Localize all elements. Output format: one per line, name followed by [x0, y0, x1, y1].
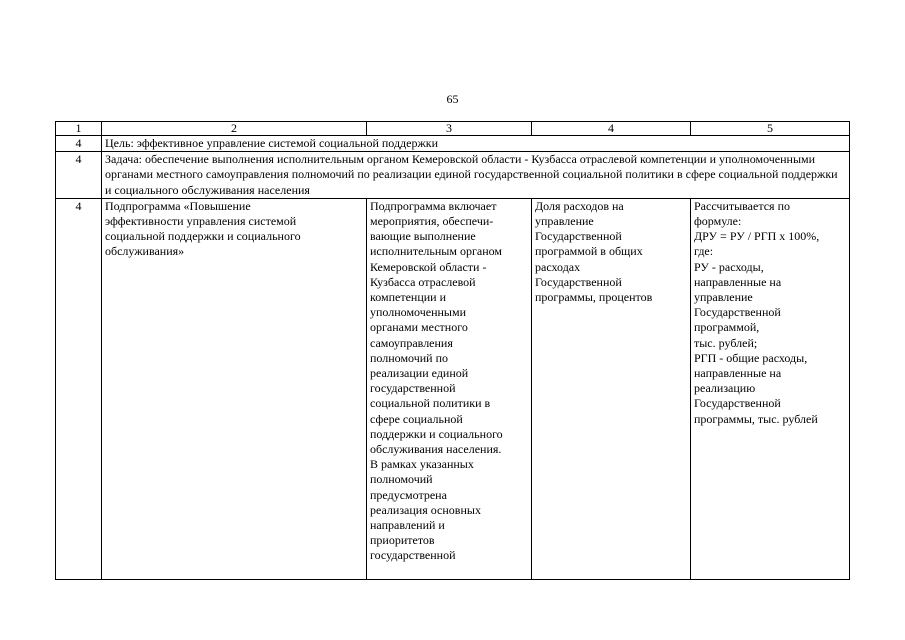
- goal-text: Цель: эффективное управление системой социальной поддержки: [102, 136, 850, 152]
- column-number-1: 1: [56, 122, 102, 136]
- column-number-5: 5: [691, 122, 850, 136]
- subprogram-row-number: 4: [56, 198, 102, 579]
- task-text: Задача: обеспечение выполнения исполнительным органом Кемеровской области - Кузбасса отраслевой компетенции и уполномоченными органами местного самоуправления полномочий по реализации единой государственной социальной политики в сфере социальной поддержки и социального обслуживания населения: [102, 152, 850, 199]
- goal-row: [56, 136, 850, 152]
- indicators-table: [55, 121, 850, 580]
- table-header-row: [56, 122, 850, 136]
- goal-row-number: 4: [56, 136, 102, 152]
- column-number-2: 2: [102, 122, 367, 136]
- page-number: 65: [446, 92, 459, 106]
- subprogram-row: [56, 198, 850, 579]
- task-row: [56, 152, 850, 199]
- subprogram-name: Подпрограмма «Повышение эффективности управления системой социальной поддержки и социального обслуживания»: [102, 198, 367, 579]
- subprogram-description: Подпрограмма включает мероприятия, обеспечи- вающие выполнение исполнительным органом Кемеровской области - Кузбасса отраслевой компетенции и уполномоченными органами местного самоуправления полномочий по реализации единой государственной социальной политики в сфере социальной поддержки и социального обслуживания населения. В рамках указанных полномочий предусмотрена реализация основных направлений и приоритетов государственной: [367, 198, 532, 579]
- column-number-4: 4: [532, 122, 691, 136]
- calculation-method: Рассчитывается по формуле: ДРУ = РУ / РГП х 100%, где: РУ - расходы, направленные на управление Государственной программой, тыс. рублей; РГП - общие расходы, направленные на реализацию Государственной программы, тыс. рублей: [691, 198, 850, 579]
- indicator-name: Доля расходов на управление Государственной программой в общих расходах Государственной программы, процентов: [532, 198, 691, 579]
- task-row-number: 4: [56, 152, 102, 199]
- column-number-3: 3: [367, 122, 532, 136]
